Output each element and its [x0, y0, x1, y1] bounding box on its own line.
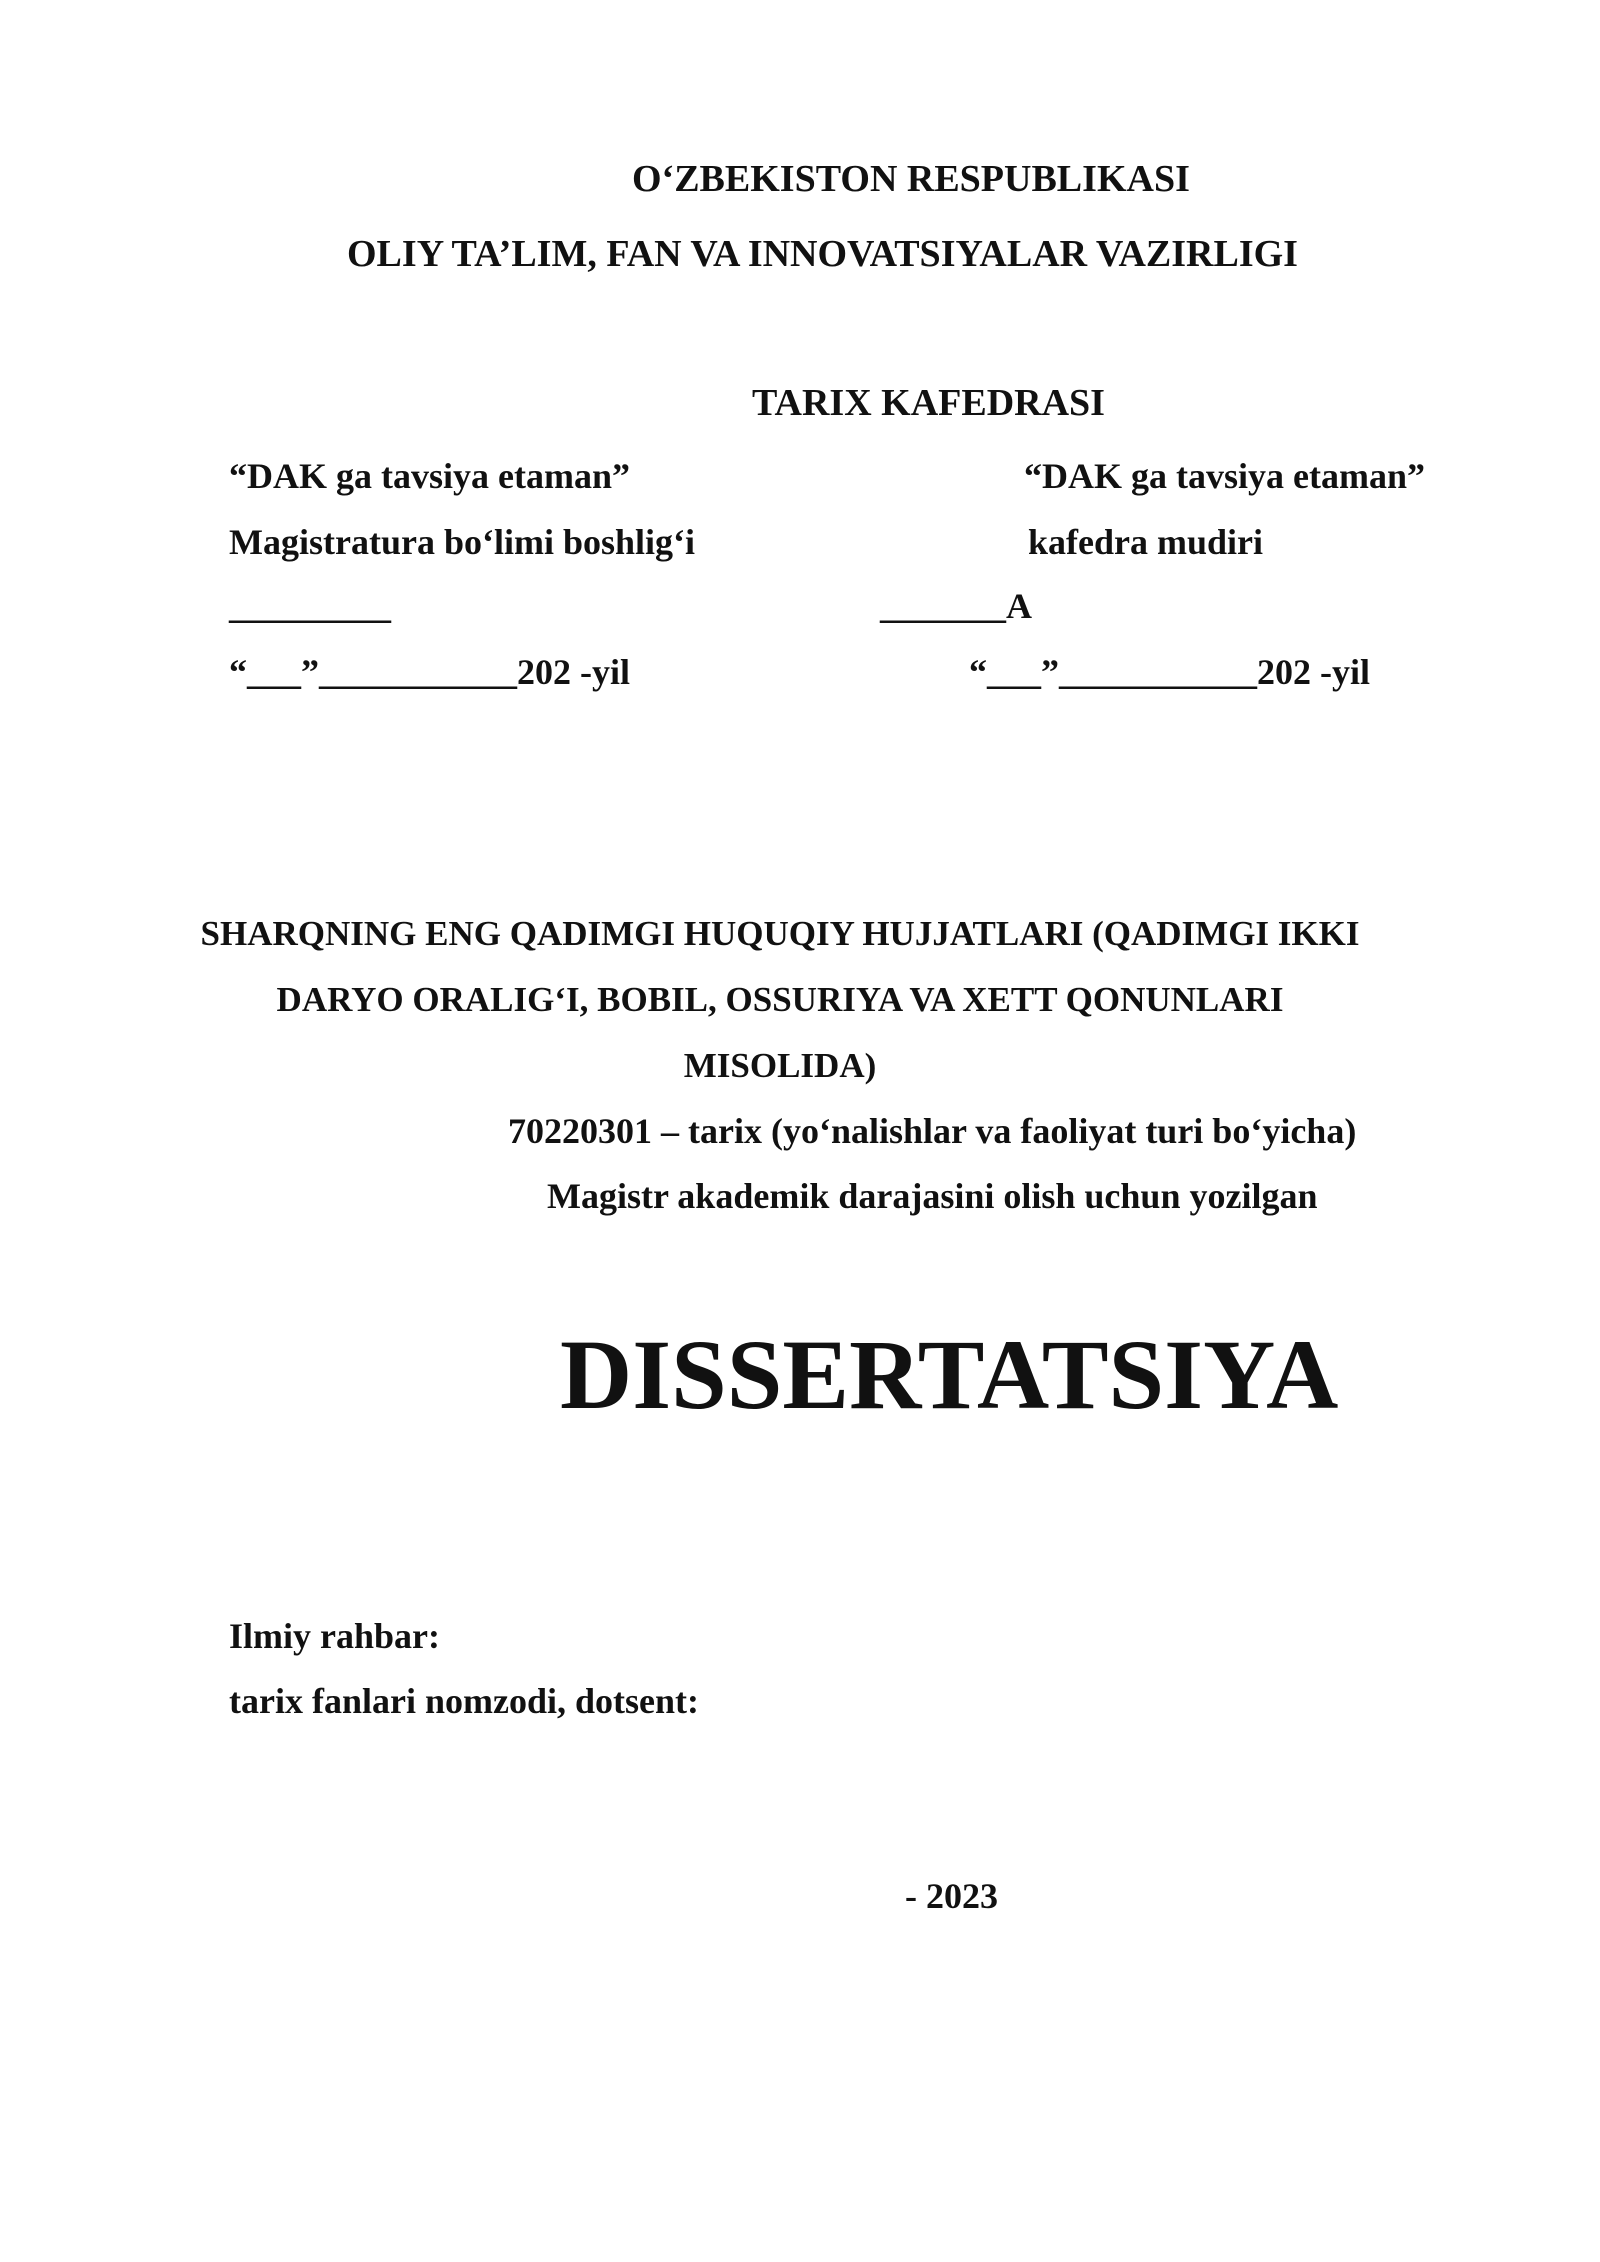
topic-line-2: DARYO ORALIG‘I, BOBIL, OSSURIYA VA XETT QONUNLARI	[276, 980, 1284, 1019]
approval-right-signature-line: _______A	[880, 586, 1032, 626]
approval-left-signature-line: _________	[229, 586, 391, 626]
topic-line-1: SHARQNING ENG QADIMGI HUQUQIY HUJJATLARI (QADIMGI IKKI	[200, 914, 1360, 953]
approval-left-date-line: “___”___________202 -yil	[229, 652, 630, 692]
approval-left-recommend: “DAK ga tavsiya etaman”	[229, 456, 630, 496]
department-title: TARIX KAFEDRASI	[752, 382, 1105, 424]
topic-line-3: MISOLIDA)	[683, 1046, 877, 1085]
approval-left-position: Magistratura bo‘limi boshlig‘i	[229, 522, 695, 562]
ministry-title: OLIY TA’LIM, FAN VA INNOVATSIYALAR VAZIRLIGI	[347, 233, 1298, 275]
approval-right-position: kafedra mudiri	[1028, 522, 1264, 562]
supervisor-label: Ilmiy rahbar:	[229, 1616, 440, 1656]
approval-right-recommend: “DAK ga tavsiya etaman”	[1024, 456, 1425, 496]
degree-line: Magistr akademik darajasini olish uchun yozilgan	[547, 1176, 1318, 1216]
specialty-code-line: 70220301 – tarix (yo‘nalishlar va faoliyat turi bo‘yicha)	[508, 1111, 1357, 1151]
approval-right-date-line: “___”___________202 -yil	[969, 652, 1370, 692]
year-line: - 2023	[905, 1876, 998, 1916]
republic-title: O‘ZBEKISTON RESPUBLIKASI	[632, 158, 1190, 200]
supervisor-title: tarix fanlari nomzodi, dotsent:	[229, 1681, 699, 1721]
document-type-title: DISSERTATSIYA	[560, 1319, 1339, 1430]
